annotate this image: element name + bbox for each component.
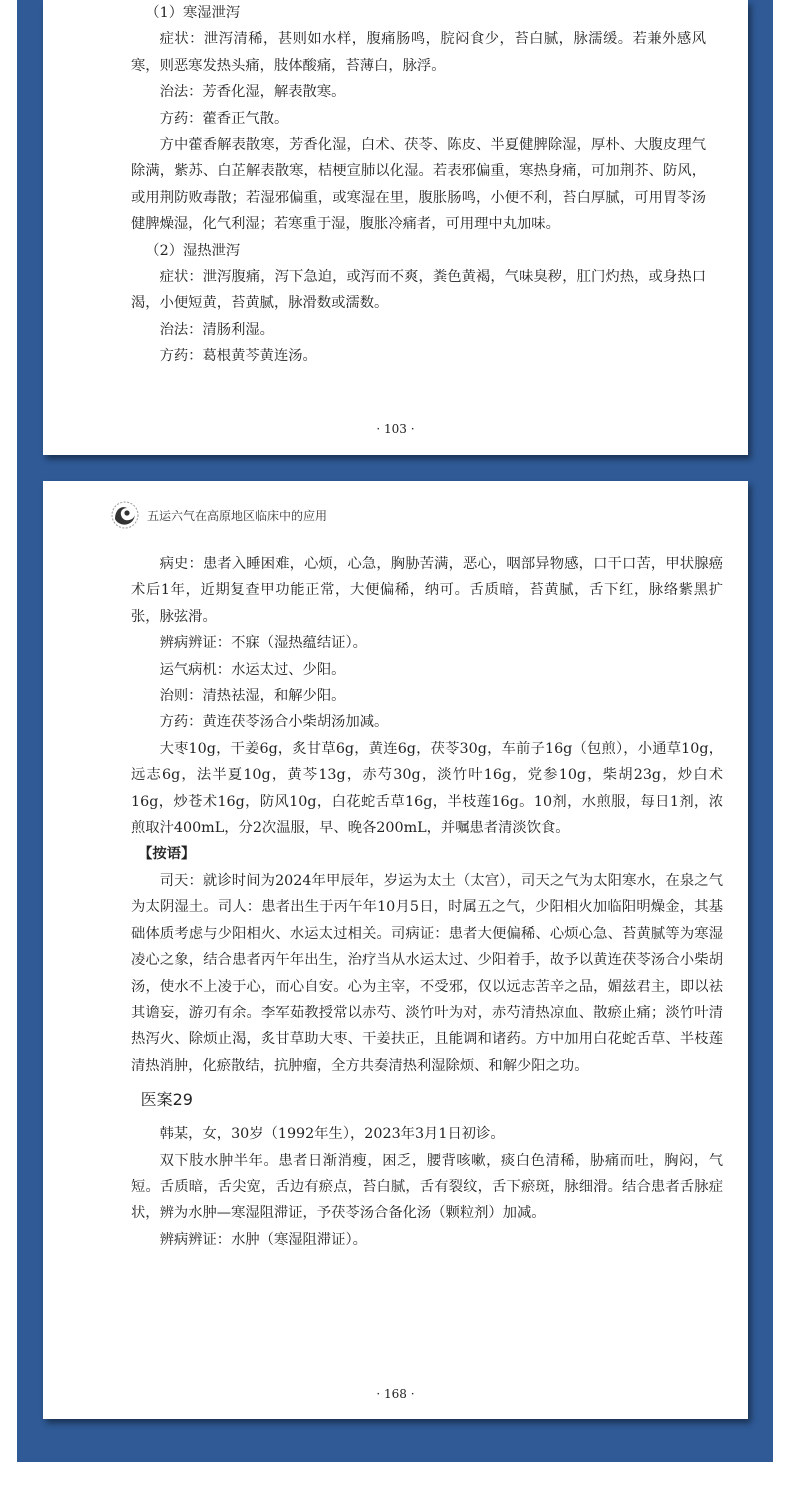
book-page-103	[43, 0, 748, 455]
paragraph: 方药：黄连茯苓汤合小柴胡汤加减。	[159, 714, 389, 731]
paragraph: 方药：藿香正气散。	[159, 110, 289, 127]
paragraph: 症状：泄泻清稀，甚则如水样，腹痛肠鸣，脘闷食少，苔白腻，脉濡缓。若兼外感风寒，则恶寒发热头痛，肢体酸痛，苔薄白，脉浮。	[131, 31, 706, 74]
paragraph: 司天：就诊时间为2024年甲辰年，岁运为太土（太宫），司天之气为太阳寒水，在泉之气为太阴湿土。司人：患者出生于丙午年10月5日，时属五之气，少阳相火加临阳明燥金，其基础体质考虑与少阳相火、水运太过相关。司病证：患者大便偏稀、心烦心急、苔黄腻等为寒湿凌心之象，结合患者丙午年出生，治疗当从水运太过、少阳着手，故予以黄连茯苓汤合小柴胡汤，使水不上凌于心，而心自安。心为主宰，不受邪，仅以远志苦辛之品，媚兹君主，即以祛其谵妄，游刃有余。李军茹教授常以赤芍、淡竹叶为对，赤芍清热凉血、散瘀止痛；淡竹叶清热泻火、除烦止渴，炙甘草助大枣、干姜扶正，且能调和诸药。方中加用白花蛇舌草、半枝莲清热消肿，化瘀散结，抗肿瘤，全方共奏清热利湿除烦、和解少阳之功。	[131, 872, 723, 1074]
book-logo-icon	[109, 499, 141, 531]
paragraph: 大枣10g，干姜6g，炙甘草6g，黄连6g，茯苓30g，车前子16g（包煎），小通草10g，远志6g，法半夏10g，黄芩13g，赤芍30g，淡竹叶16g，党参10g，柴胡23g，炒白术16g，炒苍术16g，防风10g，白花蛇舌草16g，半枝莲16g。10剂，水煎服，每日1剂，浓煎取汁400mL，分2次温服，早、晚各200mL，并嘱患者清淡饮食。	[131, 740, 723, 837]
book-page-168	[43, 481, 748, 1419]
page-number: · 168 ·	[376, 1387, 415, 1401]
paragraph: 方药：葛根黄芩黄连汤。	[159, 348, 317, 365]
paragraph: 病史：患者入睡困难，心烦，心急，胸胁苦满，恶心，咽部异物感，口干口苦，甲状腺癌术后1年，近期复查甲功能正常，大便偏稀，纳可。舌质暗，苔黄腻，舌下红，脉络紫黑扩张，脉弦滑。	[131, 556, 723, 625]
paragraph: 运气病机：水运太过、少阳。	[159, 661, 346, 678]
page-text-168	[131, 551, 723, 1253]
paragraph: 辨病辨证：水肿（寒湿阻滞证）。	[159, 1231, 367, 1248]
section-heading: 【按语】	[138, 846, 196, 863]
page-text-103	[131, 0, 706, 370]
page-number: · 103 ·	[376, 422, 415, 436]
paragraph: 方中藿香解表散寒，芳香化湿，白术、茯苓、陈皮、半夏健脾除湿，厚朴、大腹皮理气除满，紫苏、白芷解表散寒，桔梗宣肺以化湿。若表邪偏重，寒热身痛，可加荆芥、防风，或用荆防败毒散；若湿邪偏重，或寒湿在里，腹胀肠鸣，小便不利，苔白厚腻，可用胃苓汤健脾燥湿，化气利湿；若寒重于湿，腹胀冷痛者，可用理中丸加味。	[131, 137, 706, 233]
paragraph: 韩某，女，30岁（1992年生），2023年3月1日初诊。	[159, 1126, 505, 1143]
paragraph: 治法：清肠利湿。	[159, 321, 274, 338]
running-header	[109, 498, 327, 532]
paragraph: 双下肢水肿半年。患者日渐消瘦，困乏，腰背咳嗽，痰白色清稀，胁痛而吐，胸闷，气短。舌质暗，舌尖宽，舌边有瘀点，苔白腻，舌有裂纹，舌下瘀斑，脉细滑。结合患者舌脉症状，辨为水肿—寒湿阻滞证，予茯苓汤合备化汤（颗粒剂）加减。	[131, 1152, 723, 1222]
paragraph: （1）寒湿泄泻	[145, 5, 241, 21]
running-title: 五运六气在高原地区临床中的应用	[147, 508, 328, 523]
paragraph: 治则：清热祛湿，和解少阳。	[159, 688, 346, 705]
paragraph: （2）湿热泄泻	[145, 242, 241, 259]
paragraph: 症状：泄泻腹痛，泻下急迫，或泻而不爽，粪色黄褐，气味臭秽，肛门灼热，或身热口渴，小便短黄，苔黄腻，脉滑数或濡数。	[131, 269, 706, 312]
case-title: 医案29	[140, 1090, 193, 1110]
paragraph: 辨病辨证：不寐（湿热蕴结证）。	[159, 635, 367, 652]
paragraph: 治法：芳香化湿，解表散寒。	[159, 84, 346, 101]
